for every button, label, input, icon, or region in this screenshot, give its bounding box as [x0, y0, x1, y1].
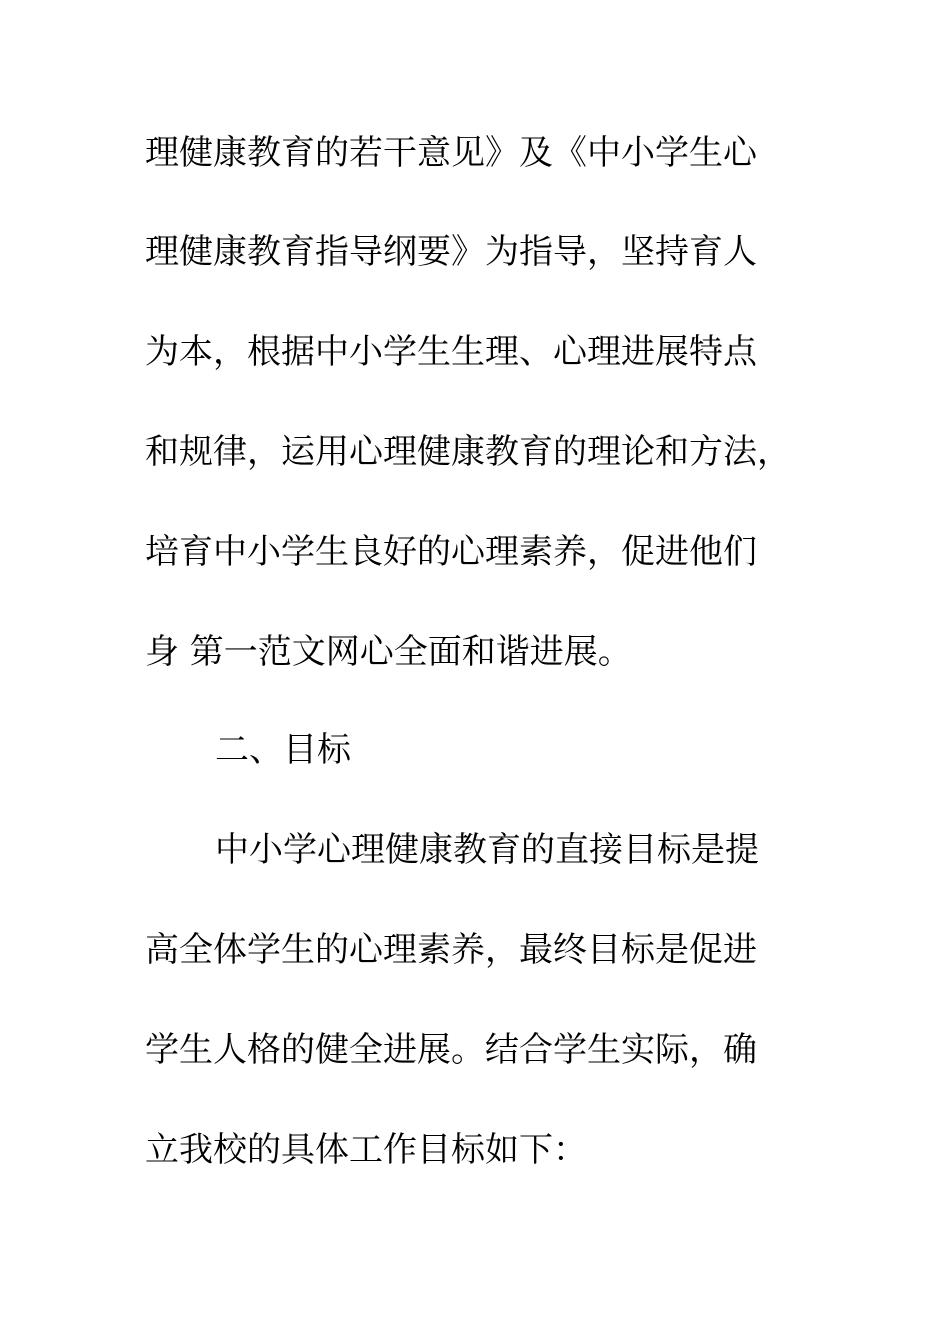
- text-line: 为本，根据中小学生生理、心理进展特点: [145, 332, 757, 372]
- text-line: 学生人格的健全进展。结合学生实际，确: [145, 1030, 757, 1070]
- text-line: 和规律，运用心理健康教育的理论和方法，: [145, 432, 791, 472]
- text-line: 培育中小学生良好的心理素养，促进他们: [145, 532, 757, 572]
- text-line: 理健康教育指导纲要》为指导，坚持育人: [145, 232, 757, 272]
- text-line: 理健康教育的若干意见》及《中小学生心: [145, 133, 757, 173]
- text-line: 高全体学生的心理素养，最终目标是促进: [145, 930, 757, 970]
- text-line: 身 第一范文网心全面和谐进展。: [145, 632, 632, 672]
- text-line: 立我校的具体工作目标如下：: [145, 1130, 587, 1170]
- text-line: 中小学心理健康教育的直接目标是提: [215, 830, 759, 870]
- section-heading: 二、目标: [215, 730, 351, 770]
